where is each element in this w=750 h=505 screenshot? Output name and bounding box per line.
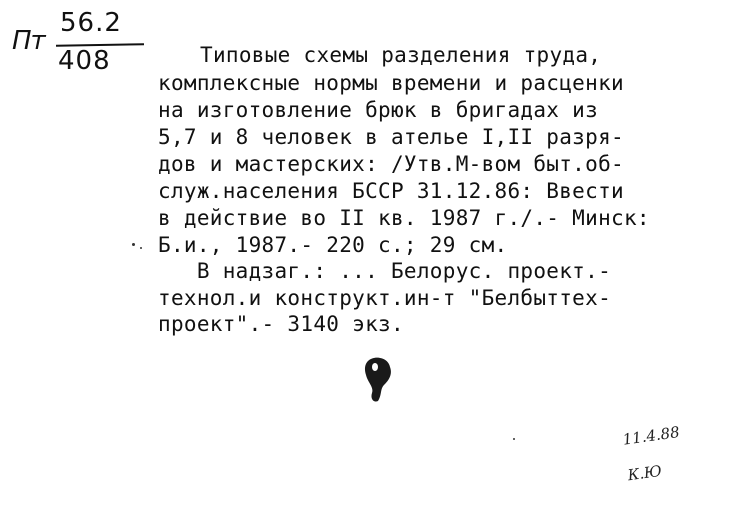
record-line: комплексные нормы времени и расценки <box>158 71 624 95</box>
record-line: на изготовление брюк в бригадах из <box>158 98 599 122</box>
record-line: служ.населения БССР 31.12.86: Ввести <box>158 179 624 203</box>
handwritten-initials: К.Ю <box>626 461 663 485</box>
record-line: технол.и конструкт.ин-т "Белбыттех- <box>158 286 612 310</box>
paper-speck <box>132 243 135 246</box>
shelf-mark-prefix: Пт <box>12 26 45 56</box>
ink-stamp-mark <box>360 355 396 405</box>
record-line: В надзаг.: ... Белорус. проект.- <box>158 259 612 283</box>
record-line: Типовые схемы разделения труда, <box>200 43 602 67</box>
shelf-mark-numerator: 56.2 <box>60 8 122 38</box>
record-line: 5,7 и 8 человек в ателье I,II разря- <box>158 125 624 149</box>
record-line: дов и мастерских: /Утв.М-вом быт.об- <box>158 152 624 176</box>
shelf-mark-denominator: 408 <box>58 46 111 76</box>
record-line: Б.и., 1987.- 220 с.; 29 см. <box>158 233 508 257</box>
record-line: проект".- 3140 экз. <box>158 312 404 336</box>
paper-speck <box>513 438 515 440</box>
record-line: в действие во II кв. 1987 г./.- Минск: <box>158 206 650 230</box>
handwritten-date: 11.4.88 <box>621 422 681 449</box>
paper-speck <box>140 247 142 249</box>
handwritten-date-note <box>600 405 688 505</box>
